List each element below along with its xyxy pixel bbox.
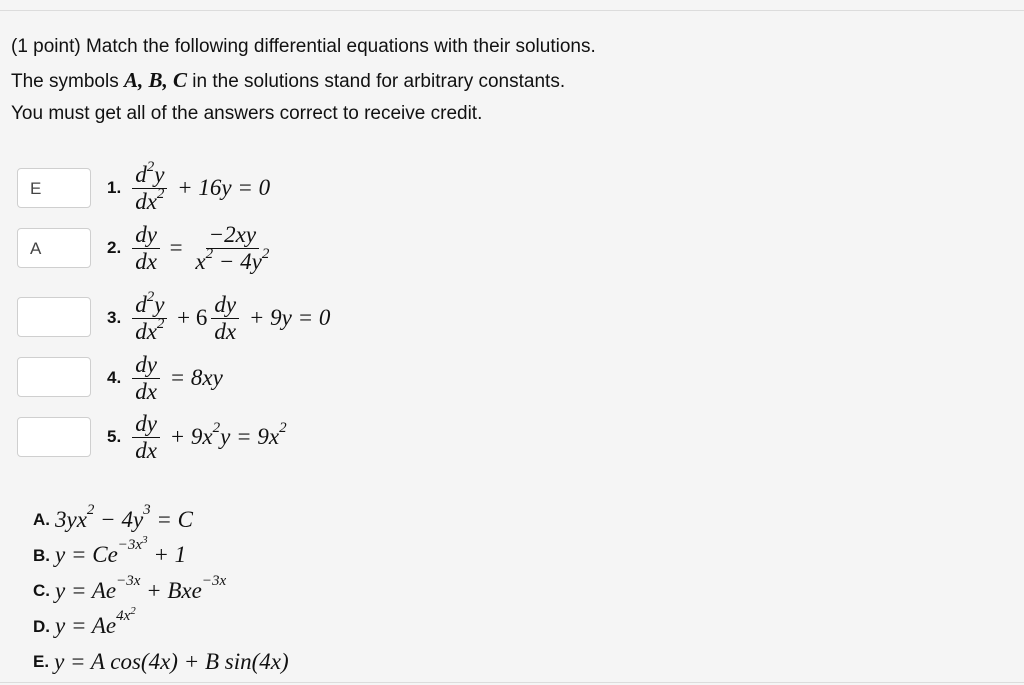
exponent <box>116 605 136 625</box>
equation-3 <box>107 288 330 348</box>
solution-label: C. <box>33 581 50 600</box>
math-text: y = A cos(4x) + B sin(4x) <box>54 648 289 674</box>
denominator: dx <box>214 318 237 344</box>
equation-rest: + 9y = 0 <box>243 305 331 330</box>
equation-2 <box>107 218 276 278</box>
solution-label: B. <box>33 545 50 565</box>
solution-c <box>33 573 289 609</box>
fraction <box>211 293 239 343</box>
exponent: 2 <box>279 420 287 436</box>
fraction <box>132 412 160 462</box>
solution-b <box>33 534 289 574</box>
math-text: + Bxe <box>140 577 202 603</box>
numerator: −2xy <box>206 223 259 248</box>
solution-a <box>33 502 289 538</box>
equation-rest <box>163 420 287 450</box>
math-text: = C <box>150 506 194 532</box>
intro-line-1: (1 point) Match the following differential equations with their solutions. <box>11 36 596 57</box>
math-text: d <box>135 292 147 318</box>
math-text: y = Ce <box>55 542 118 568</box>
denominator: dx <box>135 378 157 404</box>
exponent <box>117 534 148 554</box>
exponent: 2 <box>212 420 221 436</box>
math-text: 3yx <box>55 506 87 532</box>
answer-input-4[interactable] <box>17 357 91 397</box>
solutions-list <box>33 502 289 680</box>
numerator: dy <box>132 353 160 378</box>
exponent: 2 <box>146 159 155 176</box>
math-text: + 1 <box>147 542 187 568</box>
equation-number: 3. <box>107 308 122 327</box>
intro-line-3: You must get all of the answers correct to receive credit. <box>11 103 483 124</box>
math-text: − 4y <box>213 248 262 274</box>
equation-number: 5. <box>107 427 122 446</box>
math-text: y = Ae <box>55 613 117 639</box>
equation-term: + 6 <box>171 305 208 330</box>
exponent: 2 <box>86 501 95 518</box>
equation-4 <box>107 348 223 408</box>
intro-text: in the solutions stand for arbitrary constants. <box>187 70 566 92</box>
fraction <box>192 223 272 273</box>
equation-rest: = 8xy <box>163 365 223 390</box>
exponent: 2 <box>156 315 165 332</box>
equation-number: 4. <box>107 368 122 387</box>
math-text: y = Ae <box>55 577 117 603</box>
exponent-c-1: −3x <box>116 572 141 589</box>
equation-number: 1. <box>107 178 122 197</box>
solution-label: A. <box>33 510 50 529</box>
exponent-text: 4x <box>116 608 131 625</box>
intro-line-2 <box>11 64 596 99</box>
math-text: x <box>195 248 206 274</box>
constants-symbols: A, B, C <box>123 67 188 92</box>
math-text: y <box>154 292 165 318</box>
solution-label: D. <box>33 616 50 636</box>
answer-input-5[interactable] <box>17 417 91 457</box>
equation-rest: + 16y = 0 <box>171 175 271 200</box>
denominator: dx <box>135 437 157 463</box>
fraction <box>132 223 160 273</box>
numerator: dy <box>132 412 160 437</box>
solution-e <box>33 644 289 680</box>
problem-statement <box>11 31 596 131</box>
math-text: y <box>154 162 165 188</box>
math-text: d <box>135 162 147 188</box>
exponent: 2 <box>205 245 214 262</box>
answer-input-3[interactable] <box>17 297 91 337</box>
exponent: 3 <box>143 501 151 518</box>
exponent: 2 <box>156 185 165 202</box>
top-divider <box>0 10 1024 11</box>
math-text: dx <box>135 188 157 214</box>
solution-d <box>33 605 289 645</box>
fraction <box>132 289 167 344</box>
nested-exponent: 2 <box>130 605 136 618</box>
math-text: dx <box>135 318 157 344</box>
exponent: 2 <box>146 289 155 306</box>
answer-input-1[interactable]: E <box>17 168 91 208</box>
exponent-c-2: −3x <box>201 572 227 589</box>
fraction <box>132 353 160 403</box>
equation-1 <box>107 158 270 218</box>
math-text: − 4y <box>94 506 144 532</box>
exponent-text: −3x <box>117 537 143 554</box>
math-text: + 9x <box>163 424 213 449</box>
solution-label: E. <box>33 652 50 671</box>
fraction <box>132 159 167 214</box>
exponent: 2 <box>261 245 270 262</box>
math-text: y = 9x <box>220 424 280 449</box>
numerator: dy <box>211 293 239 318</box>
bottom-divider <box>0 682 1024 683</box>
denominator: dx <box>135 248 157 274</box>
equals-sign: = <box>163 235 189 260</box>
answer-input-2[interactable]: A <box>17 228 91 268</box>
numerator: dy <box>132 223 160 248</box>
intro-text: The symbols <box>11 70 124 92</box>
nested-exponent: 3 <box>142 534 148 547</box>
equation-number: 2. <box>107 238 122 257</box>
equation-5 <box>107 407 287 467</box>
